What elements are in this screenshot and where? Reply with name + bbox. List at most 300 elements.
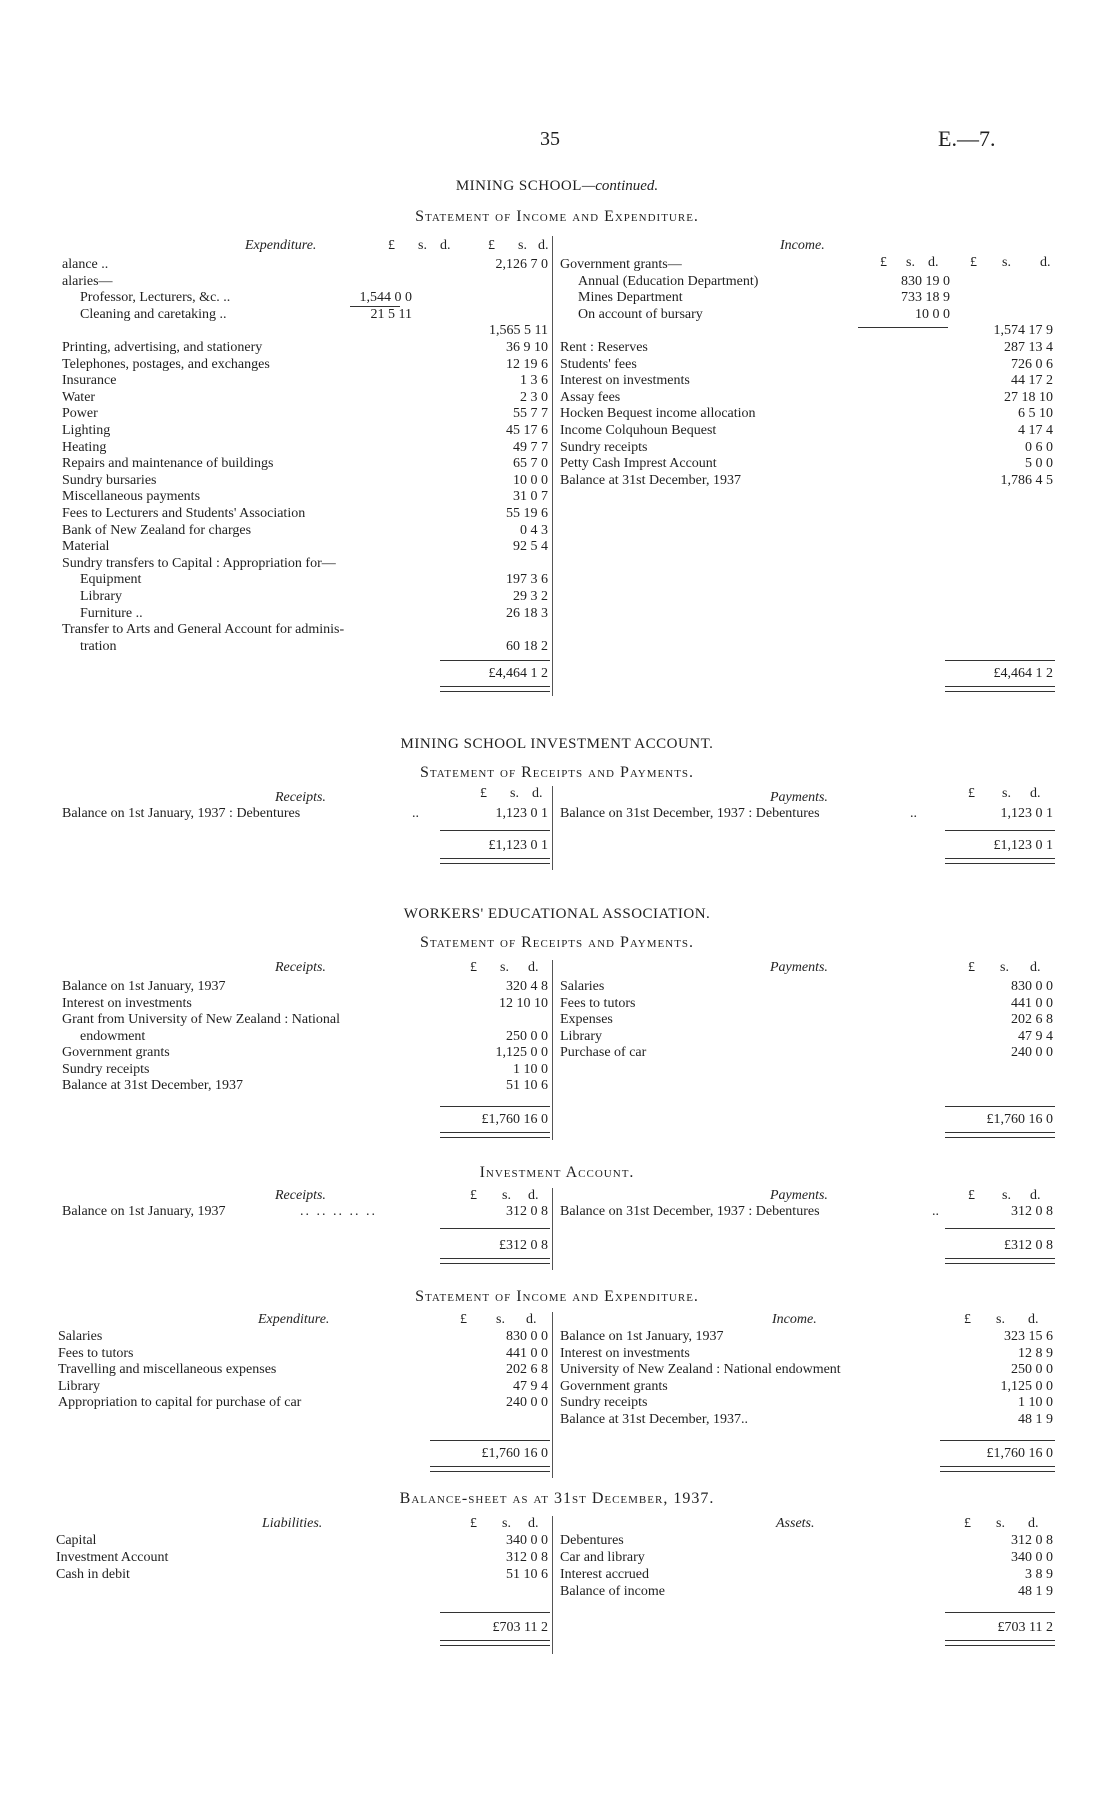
page-reference: E.—7.	[938, 126, 996, 151]
msi-pay-col-pound: £	[968, 786, 975, 801]
mining-expenditure-row	[62, 372, 550, 389]
mining-expenditure-row-label: Power	[62, 406, 98, 422]
mining-exp-col-1-pound: £	[388, 238, 395, 253]
mining-income-row-label: Government grants—	[560, 257, 682, 272]
mining-expenditure-row-c2: 2,126 7 0	[495, 257, 548, 272]
wea-receipt-row	[62, 1028, 550, 1045]
inv-pay-total-rule	[945, 1228, 1055, 1229]
mining-expenditure-row-label: Printing, advertising, and stationery	[62, 340, 263, 355]
bs-divider	[552, 1516, 553, 1654]
wie-expenditure-row-label: Salaries	[58, 1329, 103, 1344]
inv-payments-total: £312 0 8	[1004, 1238, 1053, 1253]
inv-payment-amount: 312 0 8	[1011, 1204, 1053, 1219]
wie-expenditure-row	[58, 1345, 550, 1362]
bs-asset-row-amt: 3 8 9	[1025, 1567, 1053, 1582]
wie-expenditure-row-amt: 830 0 0	[506, 1329, 548, 1344]
wea-payment-row	[560, 1011, 1053, 1028]
bs-asset-row-label: Car and library	[560, 1550, 645, 1565]
inv-rec-total-rule	[440, 1228, 550, 1229]
wea-receipt-row-label: Sundry receipts	[62, 1061, 150, 1077]
mining-income-row	[560, 389, 1053, 406]
wea-pay-double-rule	[945, 1132, 1055, 1138]
mining-income-row	[560, 439, 1053, 456]
mining-income-row-c2: 287 13 4	[1004, 340, 1053, 355]
mining-inc-col-1-s: s.	[906, 255, 915, 270]
mining-inc-col-2-pound: £	[970, 255, 977, 270]
wea-receipt-row-label: Government grants	[62, 1045, 170, 1060]
wea-payment-row-amt: 202 6 8	[1011, 1012, 1053, 1027]
mining-expenditure-row-label: Material	[62, 539, 110, 555]
mining-expenditure-header: Expenditure.	[245, 238, 317, 253]
bs-asset-row-amt: 48 1 9	[1018, 1584, 1053, 1599]
wea-rec-col-d: d.	[528, 960, 539, 975]
wie-income-row-label: Balance on 1st January, 1937	[560, 1329, 724, 1344]
wea-payment-row-label: Expenses	[560, 1012, 613, 1027]
msi-payment-label: Balance on 31st December, 1937 : Debentures	[560, 806, 820, 821]
wea-payments-header: Payments.	[770, 960, 828, 975]
bs-asset-row	[560, 1566, 1053, 1583]
msi-rec-total-rule	[440, 830, 550, 831]
mining-expenditure-row	[62, 339, 550, 356]
mining-divider	[552, 236, 553, 696]
mining-income-row	[560, 422, 1053, 439]
wea-payment-row-amt: 240 0 0	[1011, 1045, 1053, 1060]
bs-asset-row-amt: 312 0 8	[1011, 1533, 1053, 1548]
mining-income-row-c2: 4 17 4	[1018, 423, 1053, 438]
bs-liability-row-label: Investment Account	[56, 1550, 169, 1565]
mining-income-row	[560, 273, 1053, 290]
msi-rec-col-s: s.	[510, 786, 519, 801]
wea-title: WORKERS' EDUCATIONAL ASSOCIATION.	[403, 906, 711, 922]
mining-income-row-c2: 1,574 17 9	[993, 323, 1053, 339]
mining-expenditure-row-c2: 1 3 6	[520, 373, 548, 389]
wea-receipt-row-amt: 250 0 0	[506, 1028, 548, 1044]
mining-expenditure-row-c2: 55 7 7	[513, 406, 548, 422]
inv-pay-col-d: d.	[1030, 1188, 1041, 1203]
wie-expenditure-row-label: Appropriation to capital for purchase of car	[58, 1395, 302, 1410]
wea-payment-row	[560, 1028, 1053, 1045]
wie-exp-col-s: s.	[496, 1312, 505, 1327]
mining-income-row-c1: 830 19 0	[901, 273, 950, 289]
bs-assets-total: £703 11 2	[997, 1620, 1053, 1635]
mining-income-row-c2: 6 5 10	[1018, 406, 1053, 422]
wea-payment-row-label: Fees to tutors	[560, 995, 636, 1011]
wie-income-row-amt: 250 0 0	[1011, 1362, 1053, 1377]
bs-assets-total-rule	[945, 1612, 1055, 1613]
mining-inc-col-1-pound: £	[880, 255, 887, 270]
wie-expenditure-row-amt: 47 9 4	[513, 1378, 548, 1394]
msi-subtitle: Statement of Receipts and Payments.	[419, 764, 695, 781]
mining-expenditure-row	[62, 439, 550, 456]
wea-receipt-row-label: endowment	[80, 1028, 146, 1044]
mining-income-row	[560, 356, 1053, 373]
wie-income-row-amt: 1,125 0 0	[1000, 1378, 1053, 1394]
mining-expenditure-row	[62, 356, 550, 373]
inv-receipt-amount: 312 0 8	[506, 1204, 548, 1219]
mining-expenditure-row-c1: 1,544 0 0	[359, 290, 412, 306]
inv-receipt-leader: .. .. .. .. ..	[300, 1204, 377, 1219]
wea-receipt-row-amt: 51 10 6	[506, 1078, 548, 1093]
mining-expenditure-row	[62, 638, 550, 655]
wie-inc-col-s: s.	[996, 1312, 1005, 1327]
mining-expenditure-row	[62, 488, 550, 505]
mining-exp-col-2-d: d.	[538, 238, 549, 253]
msi-receipts-total: £1,123 0 1	[488, 838, 548, 853]
wea-divider	[552, 960, 553, 1140]
wea-receipt-row	[62, 1077, 550, 1094]
inv-receipt-label: Balance on 1st January, 1937	[62, 1204, 226, 1219]
mining-inc-total: £4,464 1 2	[993, 666, 1053, 681]
inv-pay-double-rule	[945, 1258, 1055, 1264]
mining-expenditure-row-c2: 26 18 3	[506, 605, 548, 621]
mining-expenditure-row	[62, 322, 550, 339]
mining-expenditure-row-c2: 31 0 7	[513, 489, 548, 505]
wea-receipt-row-amt: 12 10 10	[499, 995, 548, 1011]
bs-liabilities-header: Liabilities.	[262, 1516, 323, 1531]
wie-expenditure-row-label: Fees to tutors	[58, 1345, 134, 1361]
wie-exp-col-pound: £	[460, 1312, 467, 1327]
mining-inc-col-1-d: d.	[928, 255, 939, 270]
mining-expenditure-row-label: Insurance	[62, 373, 117, 389]
mining-expenditure-row	[62, 455, 550, 472]
msi-payments-header: Payments.	[770, 790, 828, 805]
wie-income-row-label: Government grants	[560, 1378, 668, 1394]
wie-income-row	[560, 1328, 1053, 1345]
bs-liab-col-d: d.	[528, 1516, 539, 1531]
mining-exp-col-1-d: d.	[440, 238, 451, 253]
mining-income-row-c2: 44 17 2	[1011, 373, 1053, 389]
wea-payments-total: £1,760 16 0	[986, 1112, 1053, 1127]
wie-exp-double-rule	[430, 1466, 550, 1472]
mining-expenditure-row-label: Sundry transfers to Capital : Appropriation for—	[62, 555, 336, 571]
mining-income-row-label: Sundry receipts	[560, 439, 648, 455]
bs-asset-row-label: Debentures	[560, 1533, 624, 1548]
mining-income-row-c2: 1,786 4 5	[1000, 472, 1053, 488]
mining-title-suffix: —continued.	[581, 178, 659, 194]
mining-exp-col-2-s: s.	[518, 238, 527, 253]
inv-rec-col-d: d.	[528, 1188, 539, 1203]
bs-liab-total-rule	[440, 1612, 550, 1613]
mining-income-row-label: Hocken Bequest income allocation	[560, 406, 756, 422]
wea-subtitle: Statement of Receipts and Payments.	[419, 934, 695, 951]
wea-rec-col-pound: £	[470, 960, 477, 975]
mining-income-row-c2: 27 18 10	[1004, 389, 1053, 405]
mining-income-row-label: On account of bursary	[578, 306, 703, 322]
inv-divider	[552, 1188, 553, 1270]
mining-expenditure-row-label: Professor, Lecturers, &c. ..	[80, 290, 231, 306]
wie-income-row	[560, 1394, 1053, 1411]
bs-asset-row	[560, 1583, 1053, 1600]
bs-liability-row-label: Capital	[56, 1533, 97, 1548]
msi-payment-leader: ..	[910, 806, 917, 821]
wie-income-row	[560, 1378, 1053, 1395]
mining-inc-total-double-rule	[945, 686, 1055, 692]
wie-income-total: £1,760 16 0	[986, 1446, 1053, 1461]
bs-liab-col-s: s.	[502, 1516, 511, 1531]
msi-pay-total-rule	[945, 830, 1055, 831]
mining-expenditure-row	[62, 306, 550, 323]
wea-pay-col-s: s.	[1000, 960, 1009, 975]
mining-income-row	[560, 289, 1053, 306]
bs-liabilities-total: £703 11 2	[492, 1620, 548, 1635]
mining-expenditure-row-label: Fees to Lecturers and Students' Association	[62, 506, 306, 521]
bs-asset-row-label: Interest accrued	[560, 1567, 649, 1582]
wie-expenditure-row-label: Library	[58, 1378, 100, 1394]
wie-expenditure-row	[58, 1378, 550, 1395]
mining-income-row-label: Annual (Education Department)	[578, 273, 759, 289]
wea-payment-row-label: Salaries	[560, 979, 605, 994]
wie-income-row-label: Interest on investments	[560, 1345, 690, 1361]
bs-assets-header: Assets.	[776, 1516, 815, 1531]
mining-expenditure-row-label: alaries—	[62, 273, 113, 289]
msi-pay-col-d: d.	[1030, 786, 1041, 801]
wie-income-row-amt: 1 10 0	[1018, 1395, 1053, 1410]
wie-expenditure-header: Expenditure.	[258, 1312, 330, 1327]
wea-payment-row-label: Library	[560, 1028, 602, 1044]
wie-income-row-amt: 12 8 9	[1018, 1345, 1053, 1361]
wie-income-header: Income.	[772, 1312, 817, 1327]
wea-payment-row	[560, 978, 1053, 995]
mining-expenditure-row-label: Sundry bursaries	[62, 472, 157, 488]
wea-receipt-row-amt: 1,125 0 0	[495, 1045, 548, 1060]
mining-expenditure-row-c2: 197 3 6	[506, 572, 548, 588]
mining-expenditure-row	[62, 555, 550, 572]
wie-expenditure-row	[58, 1394, 550, 1411]
bs-liability-row	[56, 1532, 550, 1549]
mining-expenditure-row-c2: 65 7 0	[513, 456, 548, 472]
wie-inc-col-pound: £	[964, 1312, 971, 1327]
inv-rec-col-pound: £	[470, 1188, 477, 1203]
inv-receipts-header: Receipts.	[275, 1188, 326, 1203]
mining-exp-col-2-pound: £	[488, 238, 495, 253]
wie-income-row	[560, 1361, 1053, 1378]
mining-income-row-label: Petty Cash Imprest Account	[560, 456, 717, 472]
wea-receipt-row	[62, 1011, 550, 1028]
mining-expenditure-row-label: tration	[80, 638, 117, 654]
mining-expenditure-row-label: Bank of New Zealand for charges	[62, 522, 252, 538]
inv-subtitle: Investment Account.	[479, 1164, 635, 1181]
mining-expenditure-row-label: Lighting	[62, 423, 111, 438]
mining-expenditure-row-label: Transfer to Arts and General Account for adminis-	[62, 622, 345, 638]
bs-assets-col-d: d.	[1028, 1516, 1039, 1531]
mining-expenditure-row-c2: 29 3 2	[513, 589, 548, 604]
mining-expenditure-row-c2: 2 3 0	[520, 389, 548, 405]
inv-payment-leader: ..	[932, 1204, 939, 1219]
mining-expenditure-row-c2: 45 17 6	[506, 423, 548, 438]
wie-income-row-label: Sundry receipts	[560, 1395, 648, 1410]
mining-expenditure-row	[62, 522, 550, 539]
bs-asset-row-label: Balance of income	[560, 1584, 665, 1599]
mining-title-text: MINING SCHOOL	[455, 178, 582, 194]
wea-receipt-row	[62, 1044, 550, 1061]
mining-inc-total-rule	[945, 660, 1055, 661]
mining-expenditure-row	[62, 505, 550, 522]
inv-payment-label: Balance on 31st December, 1937 : Debentures	[560, 1204, 820, 1219]
mining-income-row	[560, 256, 1053, 273]
mining-expenditure-row-label: Repairs and maintenance of buildings	[62, 456, 274, 472]
mining-expenditure-row-c2: 49 7 7	[513, 439, 548, 455]
mining-exp-total-rule	[440, 660, 550, 661]
bs-liab-double-rule	[440, 1640, 550, 1646]
msi-payment-amount: 1,123 0 1	[1000, 806, 1053, 821]
bs-liability-row-amt: 312 0 8	[506, 1550, 548, 1565]
bs-liability-row-amt: 340 0 0	[506, 1533, 548, 1548]
mining-exp-subtotal-rule	[350, 306, 400, 307]
wie-divider	[552, 1312, 553, 1478]
wea-payment-row	[560, 995, 1053, 1012]
mining-expenditure-row-label: alance ..	[62, 257, 109, 272]
wea-payment-row-label: Purchase of car	[560, 1045, 647, 1060]
wie-expenditure-row	[58, 1328, 550, 1345]
wea-receipt-row-label: Grant from University of New Zealand : National	[62, 1012, 340, 1027]
mining-inc-subtotal-rule	[858, 327, 948, 328]
wea-rec-col-s: s.	[500, 960, 509, 975]
wea-payment-row-amt: 441 0 0	[1011, 995, 1053, 1011]
mining-income-row-label: Balance at 31st December, 1937	[560, 472, 741, 488]
mining-income-row-c2: 5 0 0	[1025, 456, 1053, 472]
mining-income-row-label: Students' fees	[560, 356, 637, 372]
mining-subtitle: Statement of Income and Expenditure.	[415, 208, 699, 225]
mining-expenditure-row-label: Water	[62, 389, 96, 405]
wie-income-row-amt: 323 15 6	[1004, 1329, 1053, 1344]
wea-receipt-row	[62, 995, 550, 1012]
wea-payment-row-amt: 830 0 0	[1011, 979, 1053, 994]
wea-receipts-total: £1,760 16 0	[481, 1112, 548, 1127]
mining-expenditure-row-c2: 12 19 6	[506, 356, 548, 372]
wea-payment-row	[560, 1044, 1053, 1061]
inv-rec-col-s: s.	[502, 1188, 511, 1203]
mining-expenditure-row-label: Equipment	[80, 572, 142, 588]
wea-receipt-row-label: Balance at 31st December, 1937	[62, 1078, 243, 1093]
mining-exp-total: £4,464 1 2	[488, 666, 548, 681]
mining-expenditure-row-label: Miscellaneous payments	[62, 489, 201, 505]
mining-exp-total-double-rule	[440, 686, 550, 692]
wie-inc-total-rule	[940, 1440, 1055, 1441]
mining-income-row-c1: 733 18 9	[901, 290, 950, 306]
msi-rec-double-rule	[440, 858, 550, 864]
wea-receipt-row-amt: 1 10 0	[513, 1061, 548, 1077]
wea-receipts-header: Receipts.	[275, 960, 326, 975]
mining-income-row-label: Rent : Reserves	[560, 340, 648, 355]
mining-income-row	[560, 455, 1053, 472]
wea-receipt-row-label: Balance on 1st January, 1937	[62, 979, 226, 994]
msi-pay-double-rule	[945, 858, 1055, 864]
mining-inc-col-2-s: s.	[1002, 255, 1011, 270]
wea-pay-col-pound: £	[968, 960, 975, 975]
bs-assets-col-s: s.	[996, 1516, 1005, 1531]
bs-liability-row	[56, 1549, 550, 1566]
msi-divider	[552, 786, 553, 870]
wea-pay-total-rule	[945, 1106, 1055, 1107]
wie-exp-total-rule	[430, 1440, 550, 1441]
mining-expenditure-row-c2: 60 18 2	[506, 638, 548, 654]
msi-rec-col-pound: £	[480, 786, 487, 801]
msi-receipt-label: Balance on 1st January, 1937 : Debentures	[62, 806, 301, 821]
wie-expenditure-row	[58, 1361, 550, 1378]
wea-receipt-row	[62, 978, 550, 995]
msi-title: MINING SCHOOL INVESTMENT ACCOUNT.	[400, 736, 714, 752]
wie-expenditure-row-amt: 202 6 8	[506, 1362, 548, 1377]
wea-receipt-row-label: Interest on investments	[62, 995, 192, 1011]
inv-receipts-total: £312 0 8	[499, 1238, 548, 1253]
mining-expenditure-row	[62, 422, 550, 439]
mining-expenditure-row	[62, 605, 550, 622]
mining-income-row-label: Mines Department	[578, 290, 683, 306]
mining-income-header: Income.	[780, 238, 825, 253]
bs-asset-row	[560, 1532, 1053, 1549]
mining-expenditure-row-label: Cleaning and caretaking ..	[80, 306, 227, 322]
mining-expenditure-row-c2: 10 0 0	[513, 472, 548, 488]
bs-liability-row-label: Cash in debit	[56, 1567, 130, 1582]
bs-liability-row	[56, 1566, 550, 1583]
mining-expenditure-row	[62, 389, 550, 406]
wie-income-row	[560, 1345, 1053, 1362]
mining-income-row	[560, 405, 1053, 422]
bs-liab-col-pound: £	[470, 1516, 477, 1531]
mining-income-row	[560, 339, 1053, 356]
mining-expenditure-row	[62, 621, 550, 638]
bs-subtitle: Balance-sheet as at 31st December, 1937.	[399, 1490, 715, 1507]
mining-title	[0, 178, 1114, 195]
wie-subtitle: Statement of Income and Expenditure.	[415, 1288, 699, 1305]
mining-expenditure-row-label: Heating	[62, 439, 107, 455]
mining-income-row	[560, 306, 1053, 323]
wie-expenditure-row-label: Travelling and miscellaneous expenses	[58, 1362, 277, 1377]
inv-rec-double-rule	[440, 1258, 550, 1264]
bs-liability-row-amt: 51 10 6	[506, 1567, 548, 1582]
mining-income-row-c2: 726 0 6	[1011, 356, 1053, 372]
mining-expenditure-row-label: Library	[80, 589, 122, 604]
wie-inc-double-rule	[940, 1466, 1055, 1472]
mining-income-row-c1: 10 0 0	[915, 306, 950, 322]
bs-assets-double-rule	[945, 1640, 1055, 1646]
mining-expenditure-row	[62, 538, 550, 555]
mining-income-row	[560, 322, 1053, 339]
bs-assets-col-pound: £	[964, 1516, 971, 1531]
mining-income-row-label: Interest on investments	[560, 373, 690, 389]
wea-receipt-row-amt: 320 4 8	[506, 979, 548, 994]
msi-pay-col-s: s.	[1002, 786, 1011, 801]
bs-asset-row	[560, 1549, 1053, 1566]
wie-expenditure-total: £1,760 16 0	[481, 1446, 548, 1461]
mining-expenditure-row-c2: 55 19 6	[506, 506, 548, 521]
mining-expenditure-row-label: Furniture ..	[80, 605, 143, 621]
mining-expenditure-row-c2: 36 9 10	[506, 340, 548, 355]
mining-income-row-label: Assay fees	[560, 389, 621, 405]
mining-income-row	[560, 472, 1053, 489]
mining-expenditure-row	[62, 571, 550, 588]
bs-asset-row-amt: 340 0 0	[1011, 1550, 1053, 1565]
inv-pay-col-pound: £	[968, 1188, 975, 1203]
mining-inc-col-2-d: d.	[1040, 255, 1051, 270]
msi-receipt-leader: ..	[412, 806, 419, 821]
mining-exp-col-1-s: s.	[418, 238, 427, 253]
mining-expenditure-row-label: Telephones, postages, and exchanges	[62, 356, 270, 372]
mining-income-row-label: Income Colquhoun Bequest	[560, 423, 717, 438]
mining-expenditure-row	[62, 289, 550, 306]
inv-pay-col-s: s.	[1002, 1188, 1011, 1203]
wie-income-row-label: Balance at 31st December, 1937..	[560, 1411, 748, 1427]
wea-pay-col-d: d.	[1030, 960, 1041, 975]
page-number: 35	[540, 128, 560, 150]
mining-income-row-c2: 0 6 0	[1025, 439, 1053, 455]
mining-expenditure-row-c1: 21 5 11	[370, 306, 412, 322]
wie-income-row-label: University of New Zealand : National endowment	[560, 1362, 841, 1377]
mining-expenditure-row	[62, 273, 550, 290]
wie-expenditure-row-amt: 240 0 0	[506, 1395, 548, 1410]
msi-rec-col-d: d.	[532, 786, 543, 801]
wie-income-row-amt: 48 1 9	[1018, 1411, 1053, 1427]
